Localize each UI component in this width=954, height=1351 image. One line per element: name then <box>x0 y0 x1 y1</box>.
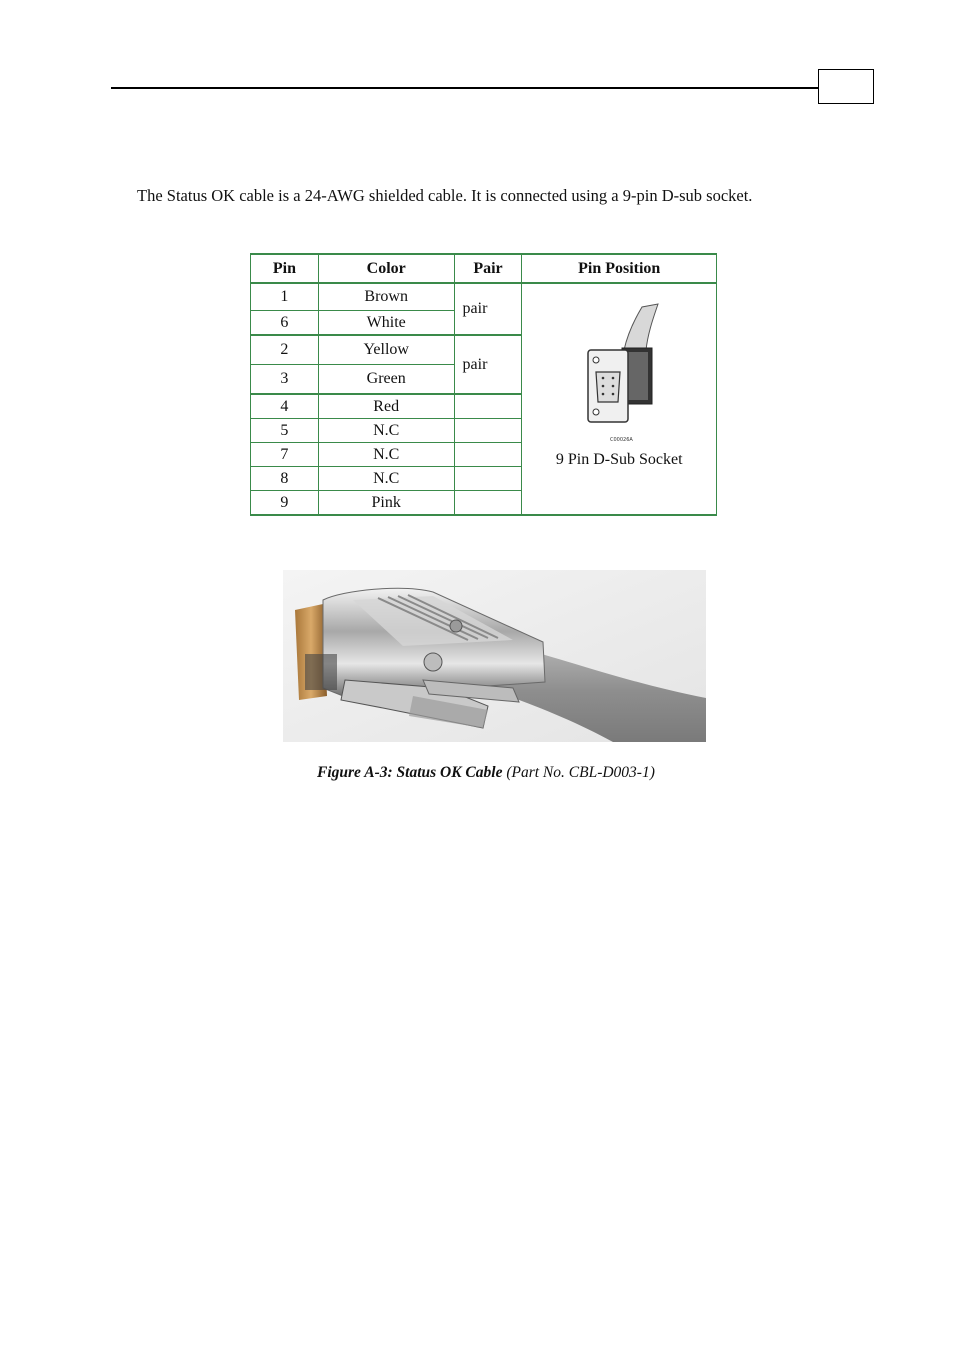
socket-label: 9 Pin D-Sub Socket <box>555 451 683 468</box>
header-pair: Pair <box>454 254 522 283</box>
header-color: Color <box>318 254 454 283</box>
figure-caption <box>317 764 655 782</box>
pin-cell: 6 <box>251 311 319 336</box>
table-row <box>251 283 717 311</box>
pair-cell <box>454 394 522 419</box>
color-cell: Brown <box>318 283 454 311</box>
color-cell: Pink <box>318 491 454 516</box>
pin-cell: 5 <box>251 419 319 443</box>
pin-cell: 2 <box>251 335 319 365</box>
color-cell: Green <box>318 365 454 395</box>
page-number-box <box>818 69 874 104</box>
color-cell: N.C <box>318 419 454 443</box>
pair-cell <box>454 467 522 491</box>
pinout-table <box>250 253 717 516</box>
color-cell: N.C <box>318 467 454 491</box>
color-cell: Red <box>318 394 454 419</box>
pair-cell: pair <box>454 335 522 394</box>
pin-cell: 7 <box>251 443 319 467</box>
caption-part-number: (Part No. CBL-D003-1) <box>502 764 655 781</box>
caption-title: Figure A-3: Status OK Cable <box>317 764 503 781</box>
table-header-row <box>251 254 717 283</box>
pin-cell: 9 <box>251 491 319 516</box>
pair-cell <box>454 419 522 443</box>
pair-cell <box>454 491 522 516</box>
color-cell: N.C <box>318 443 454 467</box>
intro-paragraph: The Status OK cable is a 24-AWG shielded cable. It is connected using a 9-pin D-sub socket. <box>137 186 753 205</box>
pin-cell: 1 <box>251 283 319 311</box>
dsub-socket-icon <box>566 302 676 447</box>
color-cell: White <box>318 311 454 336</box>
socket-image-code: C00026A <box>610 437 634 443</box>
header-pin-position: Pin Position <box>522 254 717 283</box>
pair-cell <box>454 443 522 467</box>
pair-cell: pair <box>454 283 522 335</box>
pin-cell: 4 <box>251 394 319 419</box>
pin-cell: 8 <box>251 467 319 491</box>
header-rule <box>111 87 819 89</box>
header-pin: Pin <box>251 254 319 283</box>
pin-position-cell <box>522 283 717 515</box>
pin-cell: 3 <box>251 365 319 395</box>
color-cell: Yellow <box>318 335 454 365</box>
cable-photo <box>283 570 706 742</box>
